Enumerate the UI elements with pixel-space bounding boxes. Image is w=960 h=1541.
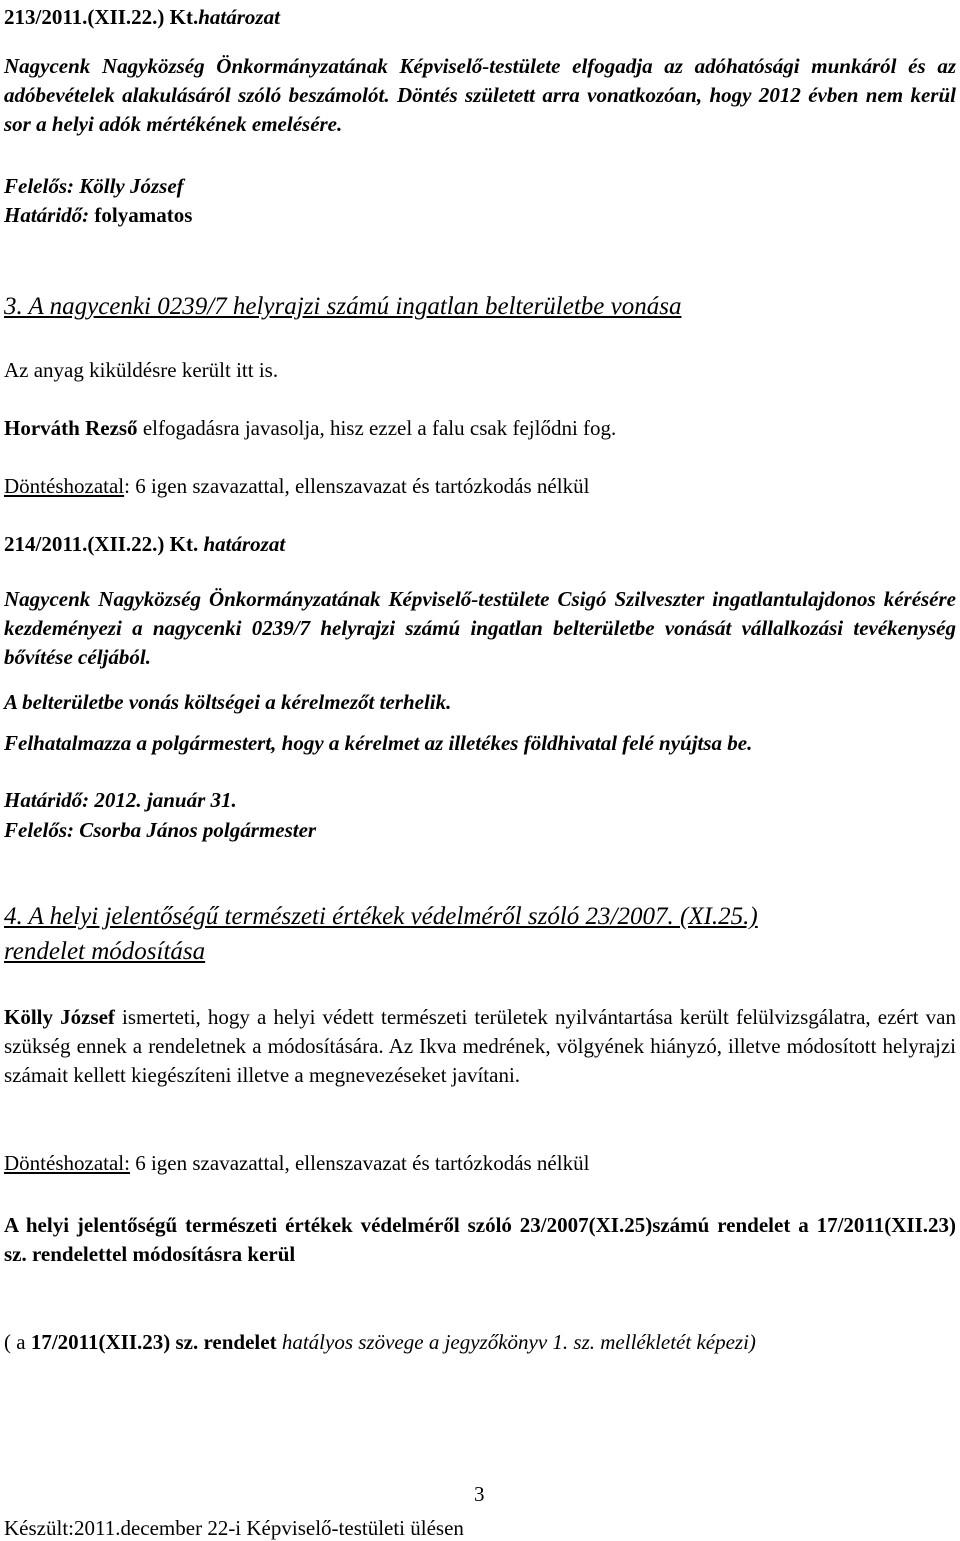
resolution-214-word: határozat [198,532,286,556]
resolution-213-felelos: Felelős: Kölly József [4,174,184,198]
decision-text: : 6 igen szavazattal, ellenszavazat és tartózkodás nélkül [124,474,590,498]
page-footer: Készült:2011.december 22-i Képviselő-testületi ülésen [4,1516,464,1540]
resolution-213-word: határozat [198,5,280,29]
speaker-statement: elfogadásra javasolja, hisz ezzel a falu csak fejlődni fog. [137,416,617,440]
note-open: ( a [4,1330,31,1354]
hatarido-label: Határidő: [4,203,90,227]
note-regulation: 17/2011(XII.23) sz. rendelet [30,1330,277,1354]
resolution-213-hatarido [4,202,192,228]
page-number: 3 [474,1482,485,1506]
speaker-name: Kölly József [4,1005,115,1029]
resolution-214-ref: 214/2011.(XII.22.) Kt. [4,532,199,556]
speaker-statement: ismerteti, hogy a helyi védett természeti területek nyilvántartása került felülvizsgálatra, ezért van szükség ennek a rendeletnek a módosítására. Az Ikva medrének, völgyének hiányzó, illetve módosított helyrajzi számait kellett kiegészíteni illetve a megnevezéseket javítani. [4,1005,956,1087]
section-4-result: A helyi jelentőségű természeti értékek védelméről szóló 23/2007(XI.25)számú rendelet a 17/2011(XII.23) sz. rendelettel módosításra kerül [4,1213,956,1266]
section-4-paragraph [4,1003,956,1090]
section-4-heading-line-2: rendelet módosítása [4,938,206,965]
section-4-decision [4,1150,589,1176]
section-4-heading-line-1: 4. A helyi jelentőségű természeti értékek védelméről szóló 23/2007. (XI.25.) [4,903,758,930]
resolution-213-heading [4,4,280,30]
resolution-213-body: Nagycenk Nagyközség Önkormányzatának Képviselő-testülete elfogadja az adóhatósági munkáról és az adóbevételek alakulásáról szóló beszámolót. Döntés született arra vonatkozóan, hogy 2012 évben nem kerül sor a helyi adók mértékének emelésére. [4,54,956,136]
decision-label: Döntéshozatal: [4,1151,130,1175]
decision-text: 6 igen szavazattal, ellenszavazat és tartózkodás nélkül [129,1151,590,1175]
section-3-decision [4,473,589,499]
resolution-214-felelos: Felelős: Csorba János polgármester [4,818,317,842]
resolution-214-hatarido: Határidő: 2012. január 31. [4,788,237,812]
note-text: hatályos szövege a jegyzőkönyv 1. sz. mellékletét képezi) [276,1330,756,1354]
decision-label: Döntéshozatal [4,474,125,498]
hatarido-value: folyamatos [89,203,193,227]
section-3-heading: 3. A nagycenki 0239/7 helyrajzi számú ingatlan belterületbe vonása [4,293,682,320]
resolution-213-ref: 213/2011.(XII.22.) Kt. [4,5,199,29]
resolution-214-authorization: Felhatalmazza a polgármestert, hogy a kérelmet az illetékes földhivatal felé nyújtsa be. [4,731,753,755]
resolution-214-cost: A belterületbe vonás költségei a kérelmezőt terhelik. [4,690,452,714]
resolution-214-heading [4,531,285,557]
speaker-name: Horváth Rezső [4,416,138,440]
section-4-note [4,1329,756,1355]
section-3-paragraph-2 [4,415,616,441]
resolution-214-body: Nagycenk Nagyközség Önkormányzatának Képviselő-testülete Csigó Szilveszter ingatlantulajdonos kérésére kezdeményezi a nagycenki 0239/7 helyrajzi számú ingatlan belterületbe vonását vállalkozási tevékenység bővítése céljából. [4,587,956,669]
section-3-paragraph-1: Az anyag kiküldésre került itt is. [4,358,279,382]
